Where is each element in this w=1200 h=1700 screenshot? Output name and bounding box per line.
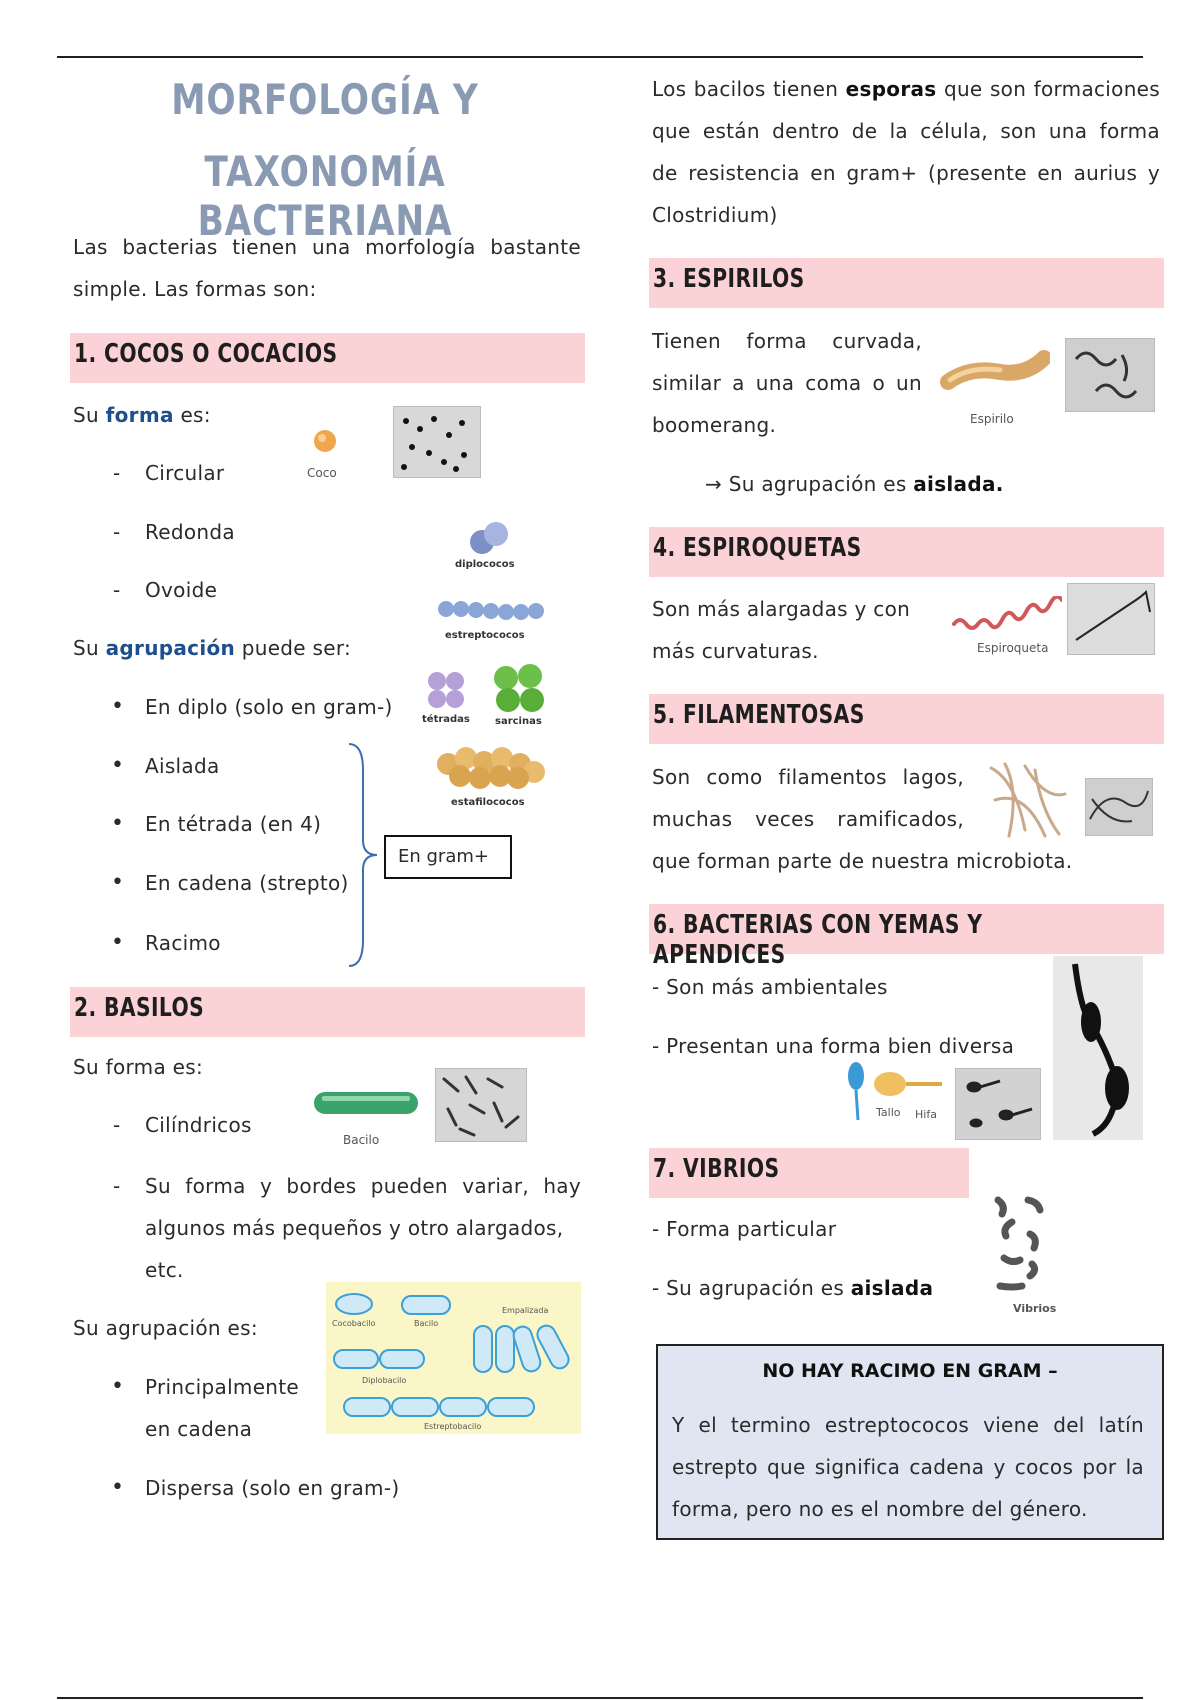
page-title-line1: MORFOLOGÍA Y (171, 75, 479, 124)
keyword-aislada: aislada (850, 1276, 934, 1300)
esporas-l1 (652, 68, 1160, 110)
micrograph-spiral (1068, 584, 1154, 654)
agrupacion-item-cadena: • En cadena (strepto) (145, 862, 349, 904)
bottom-rule (57, 1697, 1143, 1699)
section-header-espirilos (649, 258, 1164, 308)
basilos-cilindricos: - Cilíndricos (145, 1104, 252, 1146)
caption-bacilo-small: Bacilo (414, 1319, 439, 1328)
text: es: (173, 403, 211, 427)
caption-diplobacilo: Diplobacilo (362, 1376, 407, 1385)
section-title: 7. VIBRIOS (653, 1154, 780, 1184)
intro-line1: Las bacterias tienen una morfología bastante (73, 235, 581, 259)
agrupacion-item-racimo: • Racimo (145, 922, 221, 964)
arrangement-shapes (326, 1282, 581, 1434)
bacilos-arrangement-diagram (326, 1282, 581, 1434)
section-header-filamentosas (649, 694, 1164, 744)
espiroquetas-l2: más curvaturas. (652, 639, 819, 663)
sarcinas-icon (492, 664, 550, 714)
forma-item-redonda: - Redonda (145, 511, 235, 553)
caption-empalizada: Empalizada (502, 1306, 549, 1315)
estreptococos-icon (434, 594, 549, 624)
page-title-line2: TAXONOMÍA BACTERIANA (197, 147, 453, 245)
budding-shape (1053, 956, 1143, 1140)
vibrios-icon (990, 1194, 1060, 1300)
caption-tallo: Tallo (876, 1106, 901, 1119)
yemas-micrograph-image (955, 1068, 1041, 1140)
esporas-l4: Clostridium) (652, 203, 778, 227)
bacilos-micrograph-image (435, 1068, 527, 1142)
note-l2: estrepto que significa cadena y cocos por la (672, 1455, 1144, 1479)
espirilos-micrograph-image (1065, 338, 1155, 412)
espiroquetas-l1: Son más alargadas y con (652, 597, 911, 621)
caption-espirilo: Espirilo (970, 412, 1014, 426)
caption-estreptobacilo: Estreptobacilo (424, 1422, 482, 1431)
filamentosas-icon (985, 760, 1071, 840)
caption-estafilococos: estafilococos (451, 797, 525, 808)
esporas-l2: que están dentro de la célula, son una forma (652, 119, 1160, 143)
intro-line2: simple. Las formas son: (73, 277, 317, 301)
agrupacion-item-diplo: • En diplo (solo en gram-) (145, 686, 393, 728)
caption-vibrios: Vibrios (1013, 1302, 1057, 1315)
basilos-variar-l2: algunos más pequeños y otro alargados, (145, 1216, 564, 1240)
agrupacion-item-tetrada: • En tétrada (en 4) (145, 803, 321, 845)
tallo-icon (842, 1060, 872, 1124)
section-header-vibrios (649, 1148, 969, 1198)
vibrios-b1: - Forma particular (652, 1217, 837, 1241)
note-l3: forma, pero no es el nombre del género. (672, 1497, 1088, 1521)
caption-tetradas: tétradas (422, 714, 470, 725)
section-header-espiroquetas (649, 527, 1164, 577)
forma-item-circular: - Circular (145, 452, 224, 494)
caption-coco: Coco (307, 466, 337, 480)
text: puede ser: (235, 636, 352, 660)
basilos-agrupacion-label: Su agrupación es: (73, 1316, 258, 1340)
esporas-l3: de resistencia en gram+ (presente en aurius y (652, 161, 1160, 185)
section-title: 2. BASILOS (74, 993, 205, 1023)
section-header-basilos (70, 987, 585, 1037)
basilos-principal-l2: en cadena (145, 1417, 253, 1441)
section-title: 4. ESPIROQUETAS (653, 533, 862, 563)
section-header-cocos (70, 333, 585, 383)
brace-icon (345, 740, 380, 970)
text: que son formaciones (936, 77, 1160, 101)
estafilococos-icon (434, 744, 550, 794)
section-title: 6. BACTERIAS CON YEMAS Y APENDICES (653, 910, 983, 970)
caption-espiroqueta: Espiroqueta (977, 641, 1049, 655)
filamentosas-l3: que forman parte de nuestra microbiota. (652, 849, 1073, 873)
text: Su (73, 636, 106, 660)
note-title: NO HAY RACIMO EN GRAM – (762, 1360, 1058, 1382)
basilos-variar-l1: - Su forma y bordes pueden variar, hay (145, 1165, 581, 1207)
keyword-esporas: esporas (845, 77, 937, 101)
gram-positive-box (384, 835, 512, 879)
text: Los bacilos tienen (652, 77, 846, 101)
cocos-agrupacion-label (73, 627, 351, 669)
filamentosas-l2: muchas veces ramificados, (652, 807, 964, 831)
section-header-yemas (649, 904, 1164, 970)
text: → Su agrupación es (705, 472, 914, 496)
diplococos-icon (466, 520, 512, 556)
gram-box-label: En gram+ (398, 846, 489, 867)
filamentosas-l1: Son como filamentos lagos, (652, 765, 964, 789)
yemas-b2: - Presentan una forma bien diversa (652, 1034, 1015, 1058)
espiroquetas-micrograph-image (1067, 583, 1155, 655)
cocos-forma-label (73, 394, 211, 436)
basilos-forma-label: Su forma es: (73, 1055, 204, 1079)
basilos-variar-l3: etc. (145, 1258, 184, 1282)
hifa-icon (870, 1068, 944, 1108)
basilos-dispersa: • Dispersa (solo en gram-) (145, 1467, 399, 1509)
coco-icon (312, 428, 338, 454)
keyword-forma: forma (105, 403, 174, 427)
text: - Su agrupación es (652, 1276, 851, 1300)
espirilos-l2: similar a una coma o un (652, 371, 922, 395)
micrograph-dots (394, 407, 480, 477)
espirilos-l3: boomerang. (652, 413, 777, 437)
caption-sarcinas: sarcinas (495, 716, 542, 727)
forma-item-ovoide: - Ovoide (145, 569, 217, 611)
espirilo-icon (940, 348, 1050, 394)
top-rule (57, 56, 1143, 58)
note-l1: Y el termino estreptococos viene del latín (672, 1413, 1144, 1437)
bacilo-icon (312, 1090, 420, 1116)
text: Su (73, 403, 106, 427)
micrograph-buds (956, 1069, 1040, 1139)
basilos-principal-l1: • Principalmente (145, 1366, 299, 1408)
filamentosas-micrograph-image (1085, 778, 1153, 836)
section-title: 3. ESPIRILOS (653, 264, 805, 294)
section-title: 5. FILAMENTOSAS (653, 700, 865, 730)
section-title: 1. COCOS O COCACIOS (74, 339, 338, 369)
micrograph-filaments (1086, 779, 1152, 835)
budding-bacterium-image (1053, 956, 1143, 1140)
yemas-b1: - Son más ambientales (652, 975, 888, 999)
tetradas-icon (426, 670, 466, 710)
espirilos-l1: Tienen forma curvada, (652, 329, 922, 353)
keyword-aislada: aislada. (913, 472, 1004, 496)
caption-bacilo: Bacilo (343, 1133, 380, 1147)
vibrios-b2 (652, 1267, 933, 1309)
caption-diplococos: diplococos (455, 559, 515, 570)
keyword-agrupacion: agrupación (105, 636, 236, 660)
agrupacion-item-aislada: • Aislada (145, 745, 220, 787)
espirilos-agrupacion (705, 463, 1004, 505)
micrograph-rods (436, 1069, 526, 1141)
cocos-micrograph-image (393, 406, 481, 478)
caption-hifa: Hifa (915, 1108, 937, 1121)
micrograph-curves (1066, 339, 1154, 411)
caption-estreptococos: estreptococos (445, 630, 525, 641)
caption-cocobacilo: Cocobacilo (332, 1319, 376, 1328)
note-box (656, 1344, 1164, 1540)
espiroqueta-icon (950, 596, 1062, 632)
